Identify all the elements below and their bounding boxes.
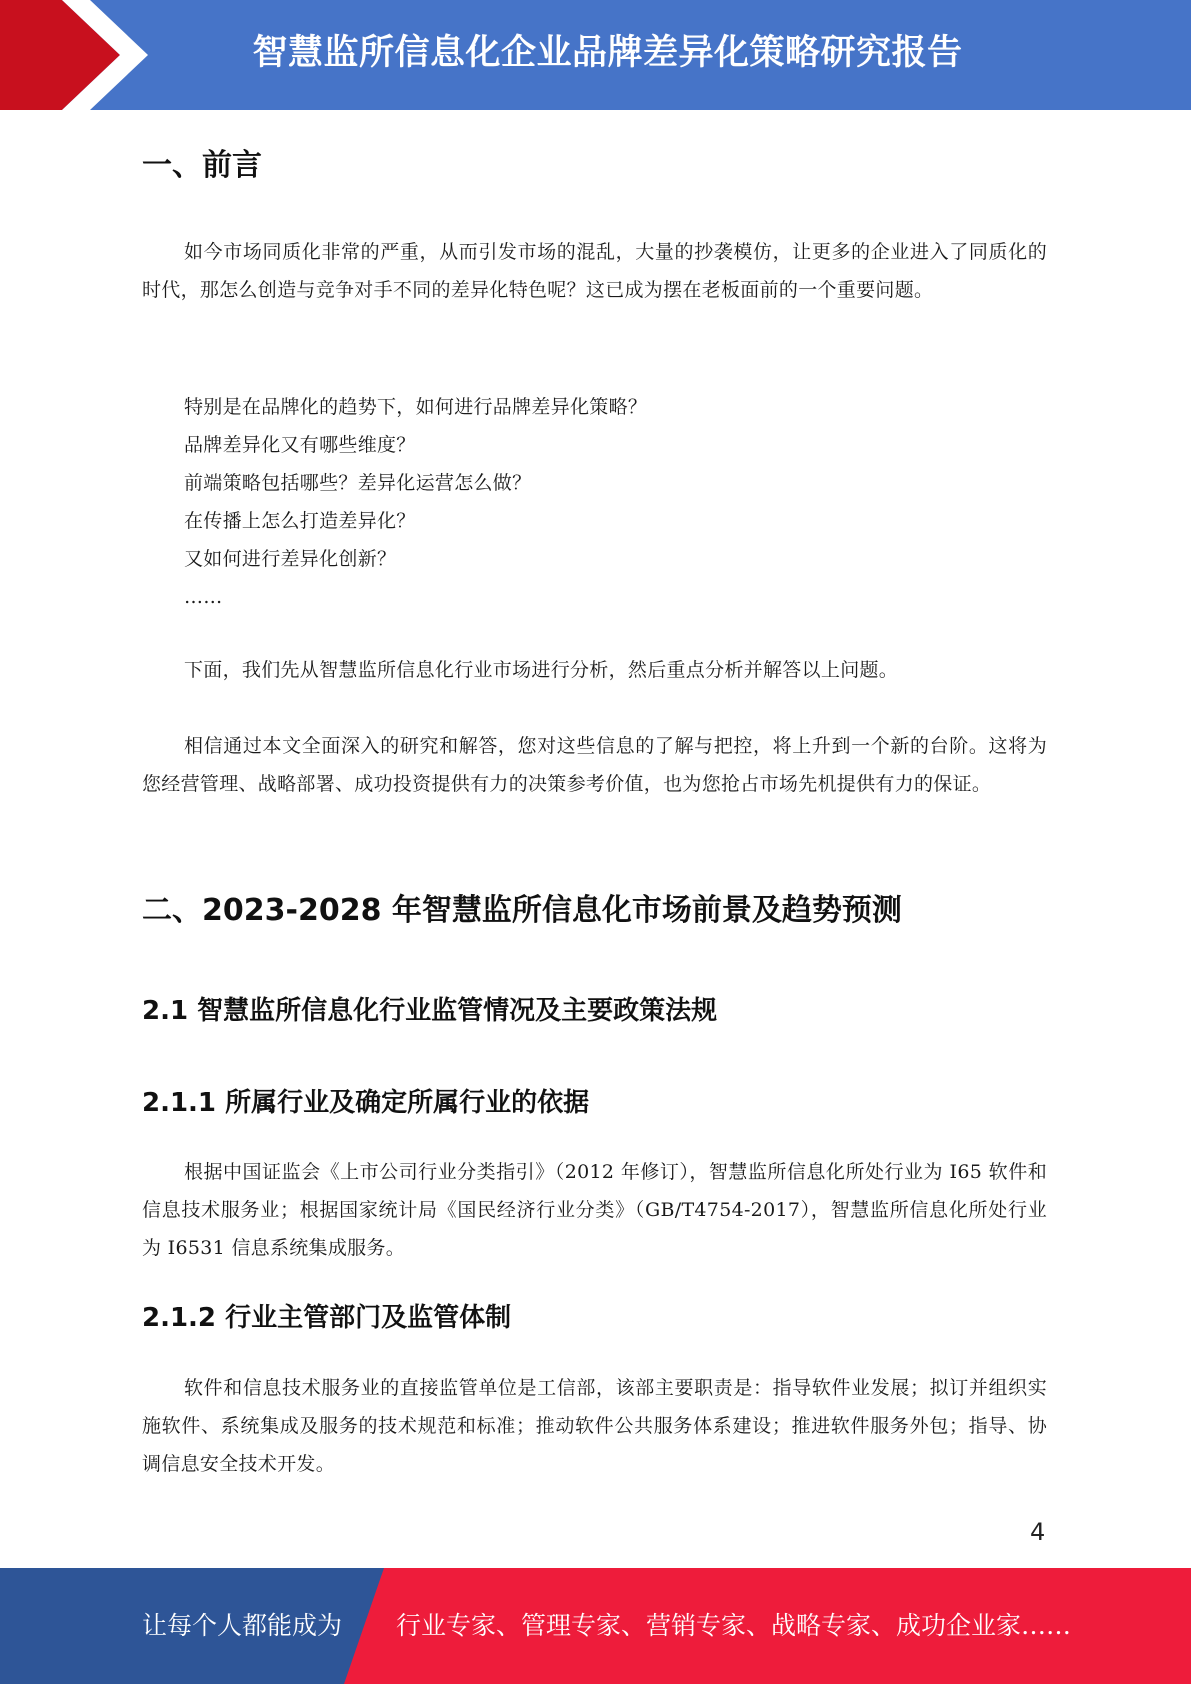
subsection-heading-2-1: 2.1 智慧监所信息化行业监管情况及主要政策法规	[142, 996, 718, 1026]
section-heading-market-outlook: 二、2023-2028 年智慧监所信息化市场前景及趋势预测	[142, 893, 902, 928]
subsection-heading-2-1-1: 2.1.1 所属行业及确定所属行业的依据	[142, 1088, 590, 1118]
list-item: ……	[184, 586, 223, 608]
page-number: 4	[1030, 1518, 1046, 1546]
footer-slogan-left: 让每个人都能成为	[142, 1611, 343, 1640]
section-heading-preface: 一、前言	[142, 148, 262, 183]
list-item: 特别是在品牌化的趋势下，如何进行品牌差异化策略？	[184, 396, 648, 418]
report-title: 智慧监所信息化企业品牌差异化策略研究报告	[252, 33, 963, 73]
question-list	[184, 388, 647, 616]
regulation-paragraph: 软件和信息技术服务业的直接监管单位是工信部，该部主要职责是：指导软件业发展；拟订并组织实施软件、系统集成及服务的技术规范和标准；推动软件公共服务体系建设；推进软件服务外包；指导、协调信息安全技术开发。	[142, 1377, 1047, 1475]
preface-paragraph-3: 相信通过本文全面深入的研究和解答，您对这些信息的了解与把控，将上升到一个新的台阶。这将为您经营管理、战略部署、成功投资提供有力的决策参考价值，也为您抢占市场先机提供有力的保证。	[142, 735, 1047, 795]
list-item: 品牌差异化又有哪些维度？	[184, 434, 416, 456]
footer-band	[0, 1568, 1191, 1684]
preface-paragraph-1: 如今市场同质化非常的严重，从而引发市场的混乱，大量的抄袭模仿，让更多的企业进入了同质化的时代，那怎么创造与竞争对手不同的差异化特色呢？这已成为摆在老板面前的一个重要问题。	[142, 241, 1047, 301]
list-item: 又如何进行差异化创新？	[184, 548, 397, 570]
preface-paragraph-2: 下面，我们先从智慧监所信息化行业市场进行分析，然后重点分析并解答以上问题。	[184, 659, 899, 681]
list-item: 在传播上怎么打造差异化？	[184, 510, 416, 532]
subsection-heading-2-1-2: 2.1.2 行业主管部门及监管体制	[142, 1303, 512, 1333]
footer-slogan-right: 行业专家、管理专家、营销专家、战略专家、成功企业家……	[396, 1611, 1072, 1640]
header-band	[0, 0, 1191, 110]
industry-classification-paragraph: 根据中国证监会《上市公司行业分类指引》（2012 年修订），智慧监所信息化所处行业为 I65 软件和信息技术服务业；根据国家统计局《国民经济行业分类》（GB/T4754-2017），智慧监所信息化所处行业为 I6531 信息系统集成服务。	[142, 1161, 1047, 1259]
list-item: 前端策略包括哪些？差异化运营怎么做？	[184, 472, 532, 494]
